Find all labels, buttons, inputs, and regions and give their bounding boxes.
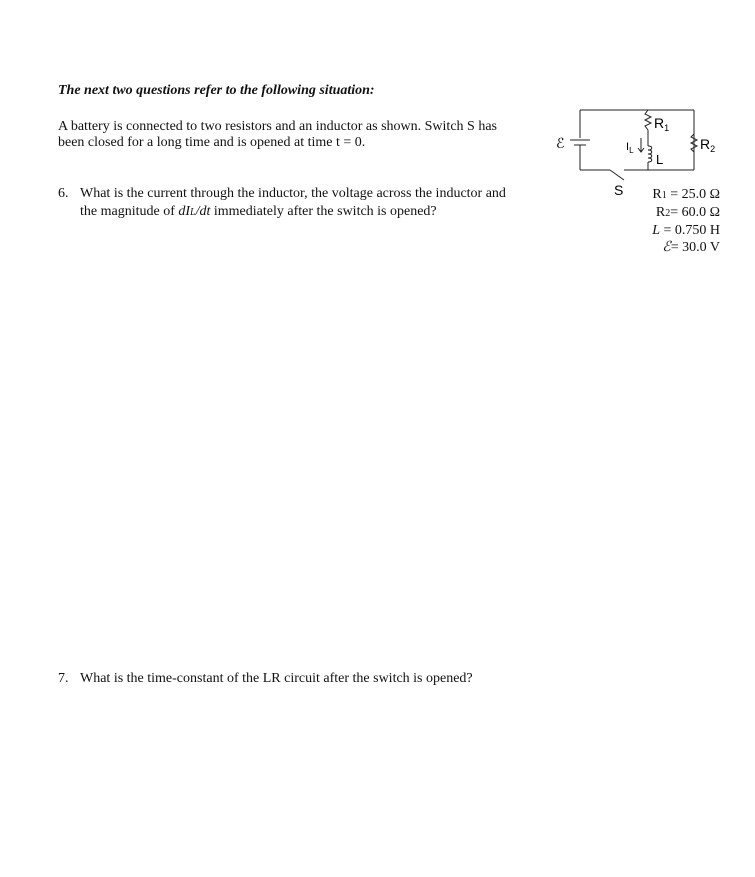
param-inductance: L = 0.750 H [652,223,720,238]
question-6 [58,185,548,225]
r1-resistor [645,110,651,130]
question-7 [58,670,548,690]
switch-label: S [614,182,624,198]
param-r2: R2= 60.0 Ω [655,205,720,220]
param-r1: R1 = 25.0 Ω [652,187,720,202]
r2-label: $R_2$ [700,136,716,154]
parameter-list [640,186,720,256]
question-7-number: 7. [58,671,69,686]
situation-line-2: been closed for a long time and is opened at time t = 0. [58,135,366,150]
param-emf: ℰ= 30.0 V [662,240,720,255]
circuit-diagram [548,104,738,199]
question-6-text [80,185,506,222]
question-6-line-2: the magnitude of dIL/dt immediately after the switch is opened? [80,204,437,219]
r1-label: $R_1$ [654,115,670,133]
situation-line-1: A battery is connected to two resistors and an inductor as shown. Switch S has [58,119,497,134]
question-7-text [80,670,473,688]
situation-description [58,119,548,151]
inductor-current-label: $I_L$ [626,141,634,155]
inductor-label: L [656,152,664,167]
switch-blade [610,170,624,180]
question-6-line-1: What is the current through the inductor, the voltage across the inductor and [80,186,506,201]
inductor-coil [648,146,652,162]
question-7-line-1: What is the time-constant of the LR circuit after the switch is opened? [80,671,473,686]
question-6-number: 6. [58,186,69,201]
emf-label: ℰ [556,135,565,151]
section-heading: The next two questions refer to the following situation: [58,83,375,98]
